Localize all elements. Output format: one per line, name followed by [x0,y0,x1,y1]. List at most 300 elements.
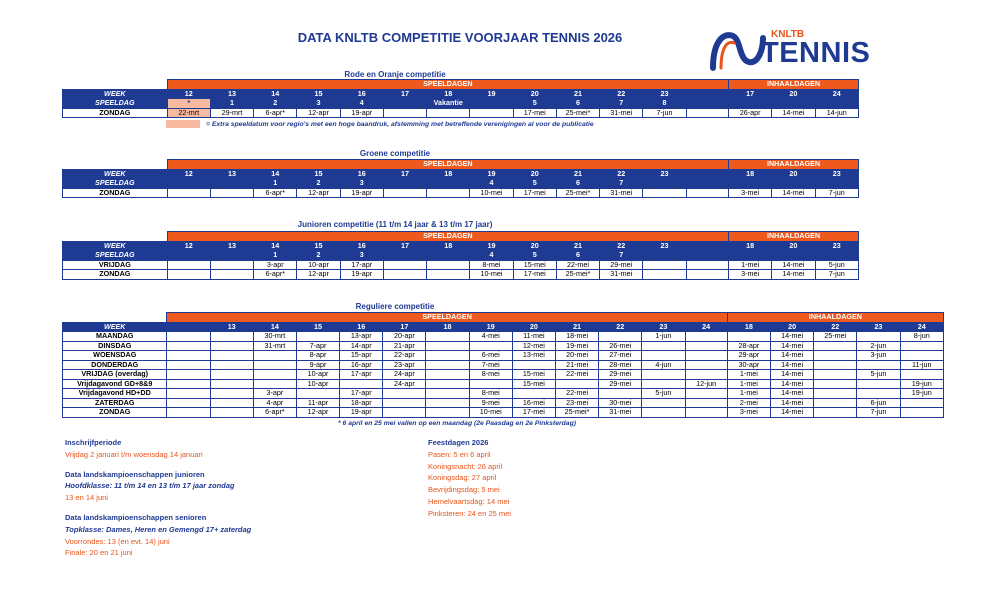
table-cell [900,408,943,418]
table-cell [167,389,210,399]
logo-swoosh-icon [707,24,767,74]
table-cell: 20 [772,89,815,99]
table-cell: 8 [643,99,686,109]
inhaaldagen-header: INHAALDAGEN [727,313,943,323]
table-cell: 3-mei [729,270,772,280]
table-cell: 4 [470,251,513,261]
table-cell [167,188,210,198]
table-cell [167,251,210,261]
table-row [63,408,944,418]
table-cell: 16 [340,241,383,251]
table-cell: 17 [383,169,426,179]
table-cell: 31-mei [600,270,643,280]
table-cell [167,322,210,332]
table-cell: 20 [772,241,815,251]
table-cell [685,341,727,351]
table-cell [642,351,685,361]
table-cell: 7 [600,251,643,261]
table-cell [470,99,513,109]
table-cell: 4 [340,99,383,109]
table-cell [815,251,858,261]
table-cell [814,341,857,351]
table-cell: 29-mei [599,379,642,389]
table-cell [814,370,857,380]
page-title: DATA KNLTB COMPETITIE VOORJAAR TENNIS 2026 [297,30,623,45]
table-groene [62,159,859,198]
table-cell: 19-jun [900,379,943,389]
table-row [63,169,859,179]
table-cell: 29-mei [599,370,642,380]
table-cell [167,408,210,418]
speeldagen-header: SPEELDAGEN [167,160,728,170]
row-label: DINSDAG [63,341,167,351]
knltb-tennis-logo [707,24,871,74]
table-cell [253,370,296,380]
table-cell: 7 [600,99,643,109]
table-cell: 4 [470,179,513,189]
table-cell [340,379,383,389]
table-cell: 10-mei [470,270,513,280]
table-cell: 19-apr [340,108,383,118]
row-label: VRIJDAG (overdag) [63,370,167,380]
table-cell: 3-mei [729,188,772,198]
info-line: Hoofdklasse: 11 t/m 14 en 13 t/m 17 jaar zondag [65,481,235,491]
table-cell [512,360,555,370]
table-cell [685,398,727,408]
table-cell [426,379,469,389]
table-cell [383,270,426,280]
table-cell [426,341,469,351]
table-cell: 19 [470,169,513,179]
table-row [63,360,944,370]
row-label: WEEK [63,89,168,99]
banner-row [63,160,859,170]
table-cell [643,188,686,198]
table-cell: 11-apr [296,398,339,408]
table-cell: 21 [556,89,599,99]
table-cell: 23 [815,241,858,251]
table-cell: 6-apr* [254,270,297,280]
table-cell: 29-mei [600,260,643,270]
banner-row [63,80,859,90]
table-cell: 15 [297,89,340,99]
row-label: VRIJDAG [63,260,168,270]
extra-speeldatum-note [166,120,594,128]
table-cell: 31-mrt [253,341,296,351]
table-cell: 3 [297,99,340,109]
table-row [63,188,859,198]
spacer [65,461,251,469]
table-cell: 17-mei [513,188,556,198]
table-cell: 8-mei [470,260,513,270]
section-title-groene: Groene competitie [359,149,431,158]
table-cell: 7-jun [857,408,900,418]
speeldagen-header: SPEELDAGEN [167,313,727,323]
table-cell: 7-jun [643,108,686,118]
table-cell: 19 [470,89,513,99]
row-label: ZONDAG [63,108,168,118]
table-cell: 17-apr [340,370,383,380]
table-cell: 1-mei [727,379,770,389]
table-cell: 12-apr [297,270,340,280]
table-cell: 22 [600,89,643,99]
table-cell: 18 [426,322,469,332]
table-cell: 1-mei [729,260,772,270]
table-cell: 16 [340,89,383,99]
table-cell: 4-jun [642,360,685,370]
table-cell: 6-apr* [254,188,297,198]
table-cell: 22 [599,322,642,332]
row-label: WEEK [63,322,167,332]
table-cell [686,251,728,261]
table-cell: 2 [254,99,297,109]
table-cell: 21 [555,322,598,332]
table-cell: 14-mei [771,332,814,342]
table-cell [900,370,943,380]
table-cell: 15-mei [513,260,556,270]
table-cell: 6-apr* [253,408,296,418]
table-cell [555,379,598,389]
table-cell: 7 [600,179,643,189]
table-cell [685,370,727,380]
table-cell: 21-apr [383,341,426,351]
table-cell [427,179,470,189]
table-cell: 14-mei [772,108,815,118]
table-cell [210,370,253,380]
table-cell: 10-mei [469,408,512,418]
table-cell [642,341,685,351]
table-row [63,108,859,118]
table-cell: 17-mei [513,270,556,280]
table-cell: 24-apr [383,370,426,380]
table-cell: 12-jun [685,379,727,389]
row-label: WEEK [63,241,168,251]
table-cell [729,99,772,109]
table-cell: 20 [771,322,814,332]
table-cell: 8-apr [296,351,339,361]
table-cell: 10-apr [297,260,340,270]
table-cell: 22-mrt [167,108,210,118]
note-extra-text: = Extra speeldatum voor regio's met een hoge baandruk, afstemming met betreffende verenigingen al voor de publicatie [206,120,594,128]
table-cell [857,332,900,342]
section-title-rode-oranje: Rode en Oranje competitie [344,70,446,79]
table-cell [599,332,642,342]
table-cell [686,241,728,251]
table-cell [814,398,857,408]
table-cell: 14 [254,89,297,99]
table-cell: 3-jun [857,351,900,361]
table-cell [383,108,426,118]
table-cell: 14-mei [772,188,815,198]
table-row [63,270,859,280]
table-cell: 12-apr [297,108,340,118]
table-cell [686,188,728,198]
row-label: WOENSDAG [63,351,167,361]
table-cell [296,332,339,342]
table-cell: 24 [685,322,727,332]
table-cell: 13 [210,322,253,332]
table-reguliere [62,312,944,418]
table-cell: 20 [513,89,556,99]
table-cell: Vakantie [427,99,470,109]
table-cell: 25-mei [814,332,857,342]
table-cell [772,251,815,261]
table-cell: 6-jun [857,398,900,408]
table-rode-oranje [62,79,859,118]
table-cell: 1-mei [727,389,770,399]
table-cell [427,260,470,270]
table-cell: 23 [815,169,858,179]
table-cell [685,389,727,399]
table-cell [426,398,469,408]
table-cell: 18 [729,241,772,251]
legend-swatch [166,120,200,128]
table-row [63,379,944,389]
info-line: Pasen: 5 en 6 april [428,449,491,459]
table-cell [253,351,296,361]
row-label: WEEK [63,169,168,179]
table-cell: 15-mei [512,379,555,389]
table-cell: 19-mei [555,341,598,351]
info-line: Finale: 20 en 21 juni [65,548,133,558]
table-cell: 25-mei* [556,188,599,198]
banner-row [63,232,859,242]
table-cell: 20 [513,241,556,251]
table-cell: 3 [340,179,383,189]
table-cell [857,389,900,399]
table-cell [167,179,210,189]
table-cell: 17 [383,241,426,251]
table-cell [599,389,642,399]
table-row [63,389,944,399]
table-cell [686,260,728,270]
table-cell: 6 [556,179,599,189]
table-cell: 18-mei [555,332,598,342]
table-cell: 3 [340,251,383,261]
table-cell [469,341,512,351]
table-cell: 4-apr [253,398,296,408]
table-cell: 17 [383,89,426,99]
table-cell [383,398,426,408]
table-cell: 26-mei [599,341,642,351]
table-cell: 27-mei [599,351,642,361]
table-cell: 19 [469,322,512,332]
table-cell [427,270,470,280]
table-cell: 16-mei [512,398,555,408]
table-cell: 18-apr [340,398,383,408]
table-cell: 14 [253,322,296,332]
table-cell: 5-jun [857,370,900,380]
table-cell: * [167,99,210,109]
table-cell: 20 [772,169,815,179]
table-cell [729,251,772,261]
table-cell [426,389,469,399]
table-cell: 20-mei [555,351,598,361]
table-row [63,398,944,408]
table-cell [167,332,210,342]
table-cell [210,351,253,361]
table-cell: 12-apr [297,188,340,198]
table-cell [643,179,686,189]
table-cell [210,398,253,408]
table-row [63,341,944,351]
table-cell [210,408,253,418]
table-cell [686,99,728,109]
table-cell [167,351,210,361]
table-cell: 19-apr [340,408,383,418]
table-cell: 18 [427,169,470,179]
table-cell [426,351,469,361]
table-cell [815,99,858,109]
info-left-block [65,437,251,559]
table-cell [427,108,470,118]
info-line: Koningsnacht: 26 april [428,461,503,471]
banner-row [63,313,944,323]
table-cell: 16 [340,322,383,332]
table-cell: 1-mei [727,370,770,380]
info-line: Topklasse: Dames, Heren en Gemengd 17+ zaterdag [65,524,252,534]
table-cell: 14-mei [771,341,814,351]
table-cell: 8-mei [469,389,512,399]
inhaaldagen-header: INHAALDAGEN [729,160,859,170]
table-cell [686,89,728,99]
inhaaldagen-header: INHAALDAGEN [729,80,859,90]
table-cell: 14-jun [815,108,858,118]
row-label: SPEELDAG [63,179,168,189]
table-cell [426,360,469,370]
table-cell: 6-apr* [254,108,297,118]
row-label: SPEELDAG [63,251,168,261]
table-cell: 20 [513,169,556,179]
table-cell: 16 [340,169,383,179]
table-cell [383,188,426,198]
table-cell: 22 [600,241,643,251]
table-cell: 12 [167,89,210,99]
table-cell: 24-apr [383,379,426,389]
table-cell [383,99,426,109]
table-cell [686,270,728,280]
speeldagen-header: SPEELDAGEN [167,80,728,90]
table-cell [210,332,253,342]
table-cell [900,351,943,361]
table-cell [210,389,253,399]
table-cell [642,379,685,389]
table-cell [512,389,555,399]
logo-big-text: TENNIS [761,37,871,69]
table-cell [426,370,469,380]
table-cell [814,379,857,389]
table-cell: 2-jun [857,341,900,351]
table-cell: 5 [513,251,556,261]
table-cell: 3-apr [254,260,297,270]
table-cell: 6 [556,99,599,109]
section-title-reguliere: Reguliere competitie [355,302,435,311]
table-cell [900,398,943,408]
table-cell: 28-mei [599,360,642,370]
table-cell: 15 [297,241,340,251]
table-cell: 13 [210,89,253,99]
table-cell: 18 [427,241,470,251]
table-cell: 1-jun [642,332,685,342]
table-cell [167,341,210,351]
table-cell [857,360,900,370]
table-cell: 22 [814,322,857,332]
table-cell [210,379,253,389]
table-cell: 18 [729,169,772,179]
table-cell [167,379,210,389]
table-row [63,332,944,342]
table-cell: 18 [427,89,470,99]
table-cell: 14-mei [771,379,814,389]
table-cell [643,251,686,261]
table-cell: 25-mei* [555,408,598,418]
table-cell [814,408,857,418]
table-cell: 5 [513,179,556,189]
table-cell: 28-apr [727,341,770,351]
table-cell: 23 [642,322,685,332]
table-cell: 14-mei [771,351,814,361]
table-cell: 3-mei [727,408,770,418]
table-cell [772,99,815,109]
table-cell [729,179,772,189]
table-cell: 29-apr [727,351,770,361]
row-label: Vrijdagavond GD+8&9 [63,379,167,389]
info-line: Voorrondes: 13 (en evt. 14) juni [65,536,170,546]
table-cell [167,260,210,270]
table-cell: 14-mei [772,260,815,270]
table-cell [685,351,727,361]
table-cell [210,341,253,351]
table-cell: 13 [210,241,253,251]
table-cell: 2 [297,251,340,261]
speeldagen-header: SPEELDAGEN [167,232,728,242]
row-label: MAANDAG [63,332,167,342]
table-cell: 1 [254,179,297,189]
row-label: ZONDAG [63,188,168,198]
table-cell [642,408,685,418]
table-cell [426,408,469,418]
info-line: Pinksteren: 24 en 25 mei [428,508,511,518]
table-cell: 30-mei [599,398,642,408]
table-cell [210,360,253,370]
table-cell: 10-mei [470,188,513,198]
table-cell: 15-mei [512,370,555,380]
logo-small-text: KNLTB [771,29,805,40]
table-cell [383,260,426,270]
row-label: DONDERDAG [63,360,167,370]
table-row [63,241,859,251]
info-right-block [428,437,511,520]
table-cell: 15 [296,322,339,332]
table-cell: 22-apr [383,351,426,361]
row-label: Vrijdagavond HD+DD [63,389,167,399]
table-cell: 22 [600,169,643,179]
table-cell: 19-apr [340,270,383,280]
table-cell: 26-apr [729,108,772,118]
table-cell [383,179,426,189]
table-cell [643,260,686,270]
table-cell: 14-mei [771,408,814,418]
info-line: Koningsdag: 27 april [428,473,497,483]
table-cell: 22-mei [555,389,598,399]
table-row [63,179,859,189]
table-cell: 25-mei* [556,108,599,118]
row-label: SPEELDAG [63,99,168,109]
maandag-note: * 6 april en 25 mei vallen op een maandag (2e Paasdag en 2e Pinksterdag) [338,420,576,427]
table-cell [253,379,296,389]
table-cell [900,341,943,351]
table-cell [857,379,900,389]
